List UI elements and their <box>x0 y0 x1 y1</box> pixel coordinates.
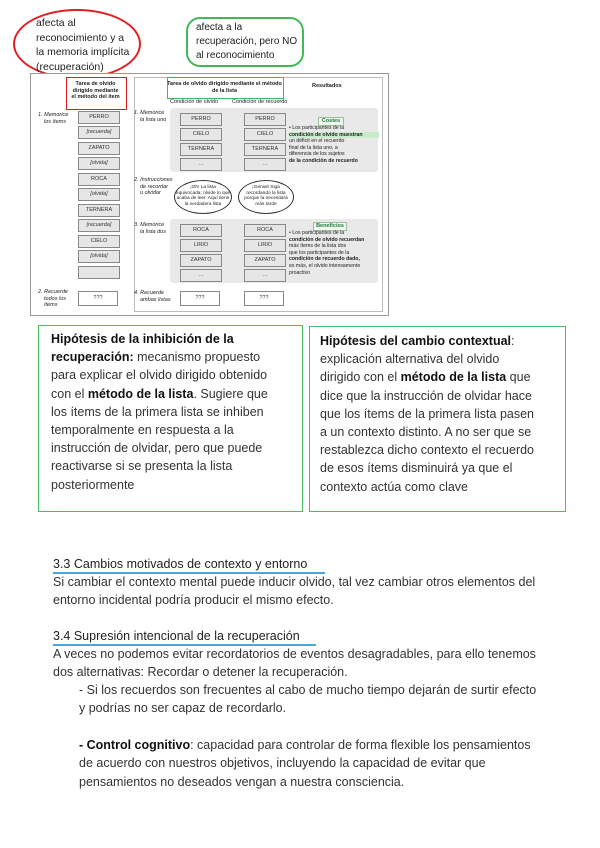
remember-condition-label: Condición de recuerdo <box>232 99 288 105</box>
list1-remember-chip: PERRO <box>244 113 286 126</box>
body-line: dos alternativas: Recordar o detener la recuperación. <box>53 665 348 680</box>
header-line: dirigido mediante <box>72 87 119 94</box>
step-line: 3. Memorice <box>134 222 165 228</box>
list1-forget-chip: CIELO <box>180 128 222 141</box>
hyp-text-span: mecanismo propuesto <box>133 350 261 365</box>
hyp-line: explicación alternativa del olvido <box>320 352 500 367</box>
item-chip: [recuerda] <box>78 219 120 232</box>
body-line: entorno incidental podría producir el mismo efecto. <box>53 593 334 608</box>
section-3-4-body <box>53 645 598 682</box>
section-3-4-bullet-2 <box>79 736 594 791</box>
recognition-annotation-text <box>36 16 146 74</box>
cognitive-control-term: - Control cognitivo <box>79 738 191 752</box>
step-line: 4. Recuerde <box>134 290 164 296</box>
hyp-bold: recuperación: <box>51 350 134 365</box>
body-line: y podrías no ser capaz de recordarlo. <box>79 701 287 716</box>
list2-forget-chip: ROCA <box>180 224 222 237</box>
hyp-bold: Hipótesis de la inhibición de la <box>51 332 234 346</box>
list-recall-forget-placeholder: ??? <box>180 291 220 306</box>
result-line: un déficit en el recuerdo <box>289 138 345 145</box>
annotation-line: afecta al <box>36 17 76 29</box>
header-line: de la lista <box>211 87 238 94</box>
result-line: condición de recuerdo dado, <box>289 256 360 263</box>
hyp-line: para explicar el olvido dirigido obtenido <box>51 368 268 383</box>
header-line: Tarea de olvido <box>75 81 116 87</box>
hyp-text-span: . Sugiere que <box>193 386 268 401</box>
body-line: Si cambiar el contexto mental puede inducir olvido, tal vez cambiar otros elementos del <box>53 575 536 589</box>
bubble-line: recordando la lista <box>246 190 286 196</box>
context-change-text <box>320 332 565 496</box>
remember-instruction-bubble <box>238 180 294 214</box>
result-line: • Los participantes de la <box>289 230 345 236</box>
body-span: : capacidad para controlar de forma flexible los pensamientos <box>190 738 531 752</box>
list1-forget-chip: TERNERA <box>180 143 222 156</box>
list2-remember-chip: ZAPATO <box>244 254 286 267</box>
item-chip: TERNERA <box>78 204 120 217</box>
result-line: • Los participantes de la <box>289 125 345 131</box>
hyp-line: de esos ítems disminuirá ya que el <box>320 461 513 476</box>
list-recall-remember-placeholder: ??? <box>244 291 284 306</box>
hyp-line <box>51 385 301 403</box>
hyp-line: temporalmente en respuesta a la <box>51 423 234 438</box>
result-line: condición de olvido recuerdan <box>289 236 365 243</box>
step1-main-label <box>134 110 166 123</box>
item-recall-placeholder: ??? <box>78 291 118 306</box>
step-line: 1. Memorice <box>134 110 165 116</box>
result-line: que los participantes de la <box>289 249 350 256</box>
hyp-line <box>51 348 301 366</box>
costs-result <box>289 125 379 165</box>
item-chip: [recuerda] <box>78 126 120 139</box>
list1-remember-chip: TERNERA <box>244 143 286 156</box>
hyp-line: que los ítems de la primera lista pasen <box>320 406 534 421</box>
hyp-line: dice que la instrucción de olvidar hace <box>320 388 532 403</box>
body-line: de acuerdo con nuestros objetivos, incluyendo la capacidad de evitar que <box>79 756 486 771</box>
header-line: el método del ítem <box>71 94 120 100</box>
step-line: ítems <box>44 302 58 308</box>
list-method-header <box>167 81 282 94</box>
results-header: Resultados <box>312 83 342 89</box>
result-line: de la condición de recuerdo <box>289 157 358 164</box>
step-line: 2. Recuerde <box>38 289 68 295</box>
benefits-result <box>289 230 379 276</box>
step-line: la lista dos <box>140 228 166 235</box>
step3-label <box>134 222 166 235</box>
bubble-line: porque la necesitará <box>244 196 288 202</box>
bubble-line: ¡Oh! La lista <box>190 185 216 190</box>
bubble-line: acaba de leer. Aquí tiene <box>176 196 230 202</box>
recall-annotation-text <box>196 21 304 63</box>
hyp-line: restablezca dicho contexto el recuerdo <box>320 443 535 458</box>
annotation-line: (recuperación) <box>36 60 104 73</box>
body-line: A veces no podemos evitar recordatorios de eventos desagradables, para ello tenemos <box>53 647 536 661</box>
hyp-line: posteriormente <box>51 477 135 492</box>
result-line: final de la lista uno, a <box>289 144 338 151</box>
body-line <box>79 736 594 754</box>
hyp-line <box>51 330 301 348</box>
body-line: - Si los recuerdos son frecuentes al cabo de mucho tiempo dejarán de surtir efecto <box>79 683 537 697</box>
body-line: pensamientos no deseados vengan a nuestra consciencia. <box>79 774 405 789</box>
retrieval-inhibition-text <box>51 330 301 494</box>
hyp-text-span: dirigido con el <box>320 370 401 385</box>
costs-label: Costes <box>318 117 344 126</box>
hyp-line <box>320 332 565 350</box>
hyp-text-span: con el <box>51 386 88 401</box>
hyp-line: reactivarse si se presenta la lista <box>51 459 233 474</box>
section-3-3-body <box>53 573 593 610</box>
bubble-line: la verdadera lista <box>184 201 222 207</box>
final-recall-left-label <box>38 289 68 309</box>
hyp-text-span: que <box>506 370 531 385</box>
hyp-bold: método de la lista <box>87 386 194 401</box>
header-line: Tarea de olvido dirigido mediante el método <box>167 81 282 87</box>
list2-forget-chip: ZAPATO <box>180 254 222 267</box>
bubble-line: más tarde <box>255 201 277 207</box>
annotation-line: recuperación, pero NO <box>196 36 298 47</box>
result-line: más ítems de la lista dos <box>289 243 347 250</box>
hyp-line: los ítems de la primera lista se inhiben <box>51 404 264 419</box>
bubble-line: equivocada; olvide lo que <box>175 190 231 196</box>
item-chip: PERRO <box>78 111 120 124</box>
section-3-4-title: 3.4 Supresión intencional de la recuperación <box>53 629 300 643</box>
list1-remember-chip: CIELO <box>244 128 286 141</box>
item-chip: ... <box>78 266 120 279</box>
item-chip: [olvida] <box>78 250 120 263</box>
step-line: 2. Instrucciones <box>134 177 173 183</box>
item-chip: [olvida] <box>78 188 120 201</box>
hyp-line: contexto actúa como clave <box>320 479 468 494</box>
hyp-line: instrucción de olvidar, pero que puede <box>51 441 263 456</box>
result-line: diferencia de los sujetos <box>289 151 345 158</box>
final-recall-main-label <box>134 290 171 303</box>
annotation-line: la memoria implícita <box>36 46 130 58</box>
benefits-label: Beneficios <box>313 222 347 231</box>
bubble-line: ¡Genial! Siga <box>252 185 280 190</box>
step-line: u olvidar <box>140 190 161 196</box>
list2-forget-chip: LIRIO <box>180 239 222 252</box>
item-chip: ROCA <box>78 173 120 186</box>
hyp-bold: Hipótesis del cambio contextual <box>320 334 512 348</box>
list2-remember-chip: ... <box>244 269 286 282</box>
list2-remember-chip: LIRIO <box>244 239 286 252</box>
list1-forget-chip: PERRO <box>180 113 222 126</box>
item-method-header <box>67 81 124 101</box>
annotation-line: al reconocimiento <box>196 50 275 61</box>
item-chip: [olvida] <box>78 157 120 170</box>
step-line: los ítems <box>44 118 67 125</box>
hyp-line <box>320 368 565 386</box>
forget-condition-label: Condición de olvido <box>170 99 219 105</box>
hyp-text-span: : <box>511 334 515 348</box>
forget-instruction-bubble <box>174 180 232 214</box>
step-line: 1. Memorice <box>38 112 69 118</box>
step-line: de recordar <box>140 183 169 190</box>
annotation-line: reconocimiento y a <box>36 31 125 44</box>
step-line: todos los <box>44 295 67 302</box>
hyp-line: a un contexto distinto. A no ser que se <box>320 425 532 440</box>
result-line: proactivo <box>289 269 311 276</box>
annotation-line: afecta a la <box>196 22 243 33</box>
item-chip: CIELO <box>78 235 120 248</box>
list2-remember-chip: ROCA <box>244 224 286 237</box>
step1-left-label <box>38 112 68 125</box>
step-line: la lista uno <box>140 116 167 123</box>
item-list <box>78 111 118 283</box>
list2-forget-chip: ... <box>180 269 222 282</box>
list1-remember-chip: ... <box>244 158 286 171</box>
item-chip: ZAPATO <box>78 142 120 155</box>
hyp-bold: método de la lista <box>400 370 507 385</box>
list1-forget-chip: ... <box>180 158 222 171</box>
section-3-3-title: 3.3 Cambios motivados de contexto y entorno <box>53 557 308 571</box>
step-line: ambas listas <box>140 296 171 303</box>
step2-label <box>134 177 173 197</box>
result-line: condición de olvido muestran <box>289 132 379 139</box>
result-line: es más, el olvido intensamente <box>289 262 361 269</box>
section-3-4-bullet-1 <box>79 681 594 718</box>
